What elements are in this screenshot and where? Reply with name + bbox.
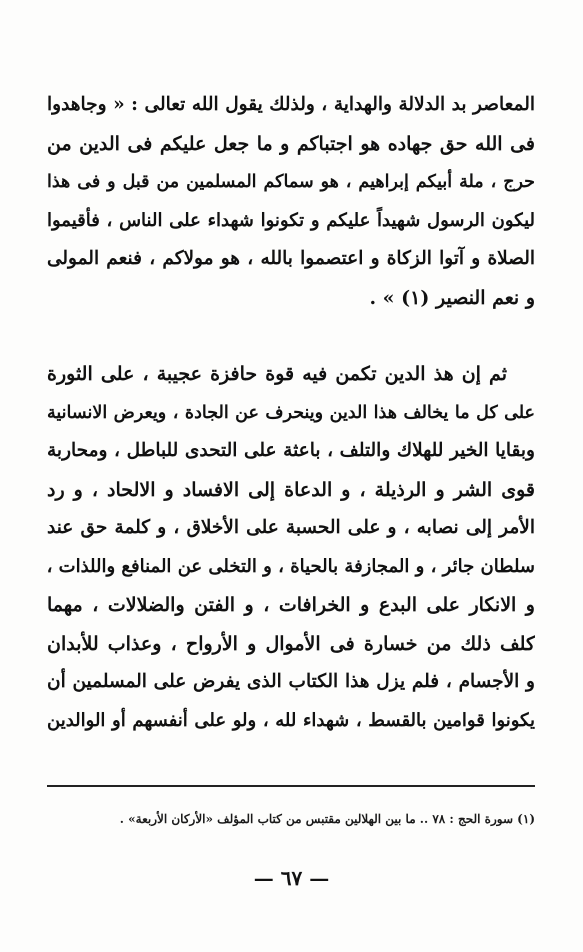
- text-line: ليكون الرسول شهيداً عليكم و تكونوا شهداء على الناس ، فأقيموا: [47, 209, 535, 231]
- text-line: حرج ، ملة أبيكم إبراهيم ، هو سماكم المسلمين من قبل و فى هذا: [47, 172, 535, 192]
- text-line: المعاصر بد الدلالة والهداية ، ولذلك يقول الله تعالى : « وجاهدوا: [47, 94, 535, 115]
- text-line: على كل ما يخالف هذا الدين وينحرف عن الجادة ، ويعرض الانسانية: [47, 402, 535, 423]
- paragraph-1: [47, 86, 535, 317]
- paragraph-2: [47, 355, 535, 740]
- text-line: كلف ذلك من خسارة فى الأموال و الأرواح ، وعذاب للأبدان: [47, 632, 535, 655]
- text-line: يكونوا قوامين بالقسط ، شهداء لله ، ولو على أنفسهم أو الوالدين: [47, 709, 535, 731]
- text-line: قوى الشر و الرذيلة ، و الدعاة إلى الافساد و الالحاد ، و رد: [47, 478, 535, 501]
- text-line: و الأجسام ، فلم يزل هذا الكتاب الذى يفرض على المسلمين أن: [47, 671, 535, 692]
- text-line: الصلاة و آتوا الزكاة و اعتصموا بالله ، هو مولاكم ، فنعم المولى: [47, 248, 535, 269]
- text-line: و نعم النصير (١) » .: [369, 286, 535, 309]
- footnote-divider: [47, 785, 535, 787]
- text-line: وبقايا الخير للهلاك والتلف ، باعثة على التحدى للباطل ، ومحاربة: [47, 440, 535, 461]
- footnote: (١) سورة الحج : ٧٨ .. ما بين الهلالين مقتبس من كتاب المؤلف «الأركان الأربعة» .: [119, 812, 535, 826]
- text-line: و الانكار على البدع و الخرافات ، و الفتن والضلالات ، مهما: [47, 594, 535, 616]
- text-line: ثم إن هذ الدين تكمن فيه قوة حافزة عجيبة ، على الثورة: [47, 363, 507, 385]
- text-line: فى الله حق جهاده هو اجتباكم و ما جعل عليكم فى الدين من: [47, 132, 535, 155]
- text-line: سلطان جائر ، و المجازفة بالحياة ، و التخلى عن المنافع واللذات ،: [47, 555, 535, 577]
- page-number: — ٦٧ —: [253, 866, 330, 890]
- text-line: الأمر إلى نصابه ، و على الحسبة على الأخلاق ، و كلمة حق عند: [47, 517, 535, 538]
